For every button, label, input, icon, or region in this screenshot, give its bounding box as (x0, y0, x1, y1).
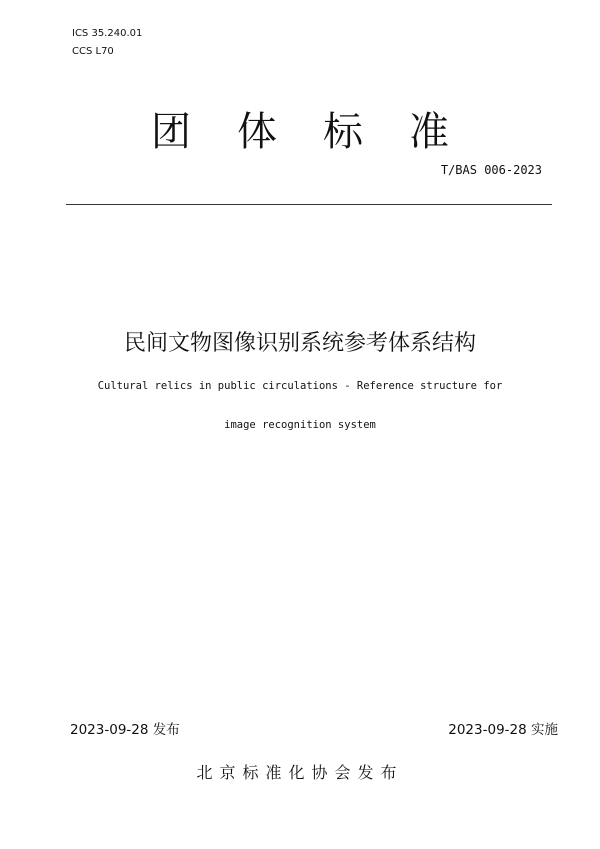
ics-code: ICS 35.240.01 (72, 28, 143, 39)
effective-date: 2023-09-28 实施 (448, 722, 558, 738)
title-chinese: 民间文物图像识别系统参考体系结构 (123, 331, 476, 356)
publisher: 北京标准化协会发布 (196, 763, 404, 782)
title-english-line2: image recognition system (224, 419, 376, 431)
ccs-code: CCS L70 (72, 46, 114, 57)
standard-number: T/BAS 006-2023 (440, 163, 542, 177)
divider (66, 204, 552, 205)
issue-date: 2023-09-28 发布 (70, 722, 180, 738)
title-english-line1: Cultural relics in public circulations - Reference structure for (97, 380, 503, 392)
document-type: 团体标准 (151, 109, 495, 155)
